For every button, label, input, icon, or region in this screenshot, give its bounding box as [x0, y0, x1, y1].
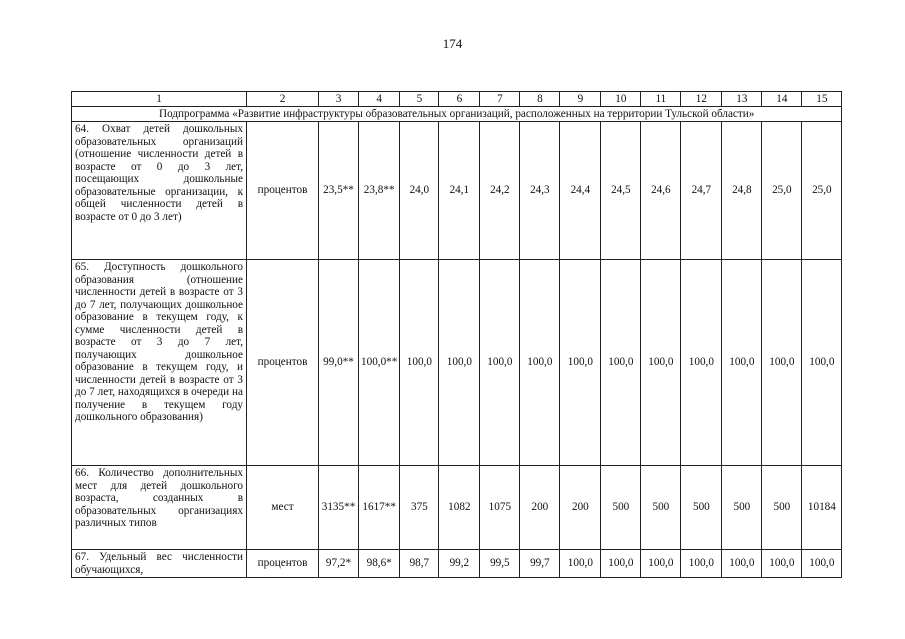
- column-header: 9: [560, 92, 601, 107]
- value-cell: 24,8: [722, 122, 762, 260]
- value-cell: 99,5: [480, 550, 520, 578]
- value-cell: 23,5**: [319, 122, 359, 260]
- value-cell: 100,0: [762, 260, 802, 466]
- value-cell: 24,2: [480, 122, 520, 260]
- value-cell: 100,0: [601, 550, 641, 578]
- value-cell: 97,2*: [319, 550, 359, 578]
- value-cell: 24,0: [400, 122, 439, 260]
- value-cell: 1617**: [359, 466, 400, 550]
- table-row: [72, 122, 842, 260]
- table-row: [72, 550, 842, 578]
- subprogram-title: Подпрограмма «Развитие инфраструктуры образовательных организаций, расположенных на территории Тульской области»: [72, 107, 842, 122]
- value-cell: 24,5: [601, 122, 641, 260]
- unit-cell: процентов: [247, 550, 319, 578]
- column-header: 12: [681, 92, 722, 107]
- column-header: 3: [319, 92, 359, 107]
- value-cell: 200: [520, 466, 560, 550]
- table-row: [72, 260, 842, 466]
- indicator-cell: 65. Доступность дошкольного образования (отношение численности детей в возрасте от 3 до 7 лет, получающих дошкольное образование в текущем году, к сумме численности детей в возрасте от 3 до 7 лет, получающих дошкольное образование в текущем году, и численности детей в возрасте от 3 до 7 лет, находящихся в очереди на получение в текущем году дошкольного образования): [72, 260, 247, 466]
- value-cell: 375: [400, 466, 439, 550]
- column-header: 13: [722, 92, 762, 107]
- column-header: 7: [480, 92, 520, 107]
- column-header: 8: [520, 92, 560, 107]
- value-cell: 24,3: [520, 122, 560, 260]
- page-number: 174: [442, 36, 463, 51]
- value-cell: 100,0: [681, 550, 722, 578]
- value-cell: 500: [722, 466, 762, 550]
- value-cell: 3135**: [319, 466, 359, 550]
- value-cell: 24,6: [641, 122, 681, 260]
- value-cell: 25,0: [802, 122, 842, 260]
- value-cell: 100,0**: [359, 260, 400, 466]
- value-cell: 100,0: [560, 550, 601, 578]
- unit-cell: процентов: [247, 122, 319, 260]
- value-cell: 500: [601, 466, 641, 550]
- column-header: 6: [439, 92, 480, 107]
- indicators-table: [71, 91, 842, 578]
- subprogram-row: [72, 107, 842, 122]
- column-header: 14: [762, 92, 802, 107]
- value-cell: 10184: [802, 466, 842, 550]
- value-cell: 100,0: [560, 260, 601, 466]
- value-cell: 24,1: [439, 122, 480, 260]
- value-cell: 24,7: [681, 122, 722, 260]
- value-cell: 98,7: [400, 550, 439, 578]
- value-cell: 100,0: [681, 260, 722, 466]
- column-header: 1: [72, 92, 247, 107]
- unit-cell: процентов: [247, 260, 319, 466]
- value-cell: 100,0: [641, 260, 681, 466]
- value-cell: 100,0: [520, 260, 560, 466]
- value-cell: 24,4: [560, 122, 601, 260]
- table-row: [72, 466, 842, 550]
- value-cell: 23,8**: [359, 122, 400, 260]
- indicator-cell: 64. Охват детей дошкольных образовательных организаций (отношение численности детей в возрасте от 0 до 3 лет, посещающих дошкольные образовательные организации, к общей численности детей в возрасте от 0 до 3 лет): [72, 122, 247, 260]
- column-header: 10: [601, 92, 641, 107]
- column-header: 2: [247, 92, 319, 107]
- value-cell: 100,0: [802, 550, 842, 578]
- value-cell: 100,0: [762, 550, 802, 578]
- value-cell: 100,0: [400, 260, 439, 466]
- value-cell: 100,0: [601, 260, 641, 466]
- column-header: 11: [641, 92, 681, 107]
- value-cell: 500: [681, 466, 722, 550]
- column-header: 5: [400, 92, 439, 107]
- column-header: 4: [359, 92, 400, 107]
- value-cell: 500: [762, 466, 802, 550]
- value-cell: 99,7: [520, 550, 560, 578]
- value-cell: 99,2: [439, 550, 480, 578]
- value-cell: 200: [560, 466, 601, 550]
- column-number-row: [72, 92, 842, 107]
- value-cell: 100,0: [480, 260, 520, 466]
- value-cell: 1082: [439, 466, 480, 550]
- unit-cell: мест: [247, 466, 319, 550]
- value-cell: 100,0: [722, 550, 762, 578]
- value-cell: 500: [641, 466, 681, 550]
- indicator-cell: 66. Количество дополнительных мест для детей дошкольного возраста, созданных в образовательных организациях различных типов: [72, 466, 247, 550]
- indicator-cell: 67. Удельный вес численности обучающихся,: [72, 550, 247, 578]
- column-header: 15: [802, 92, 842, 107]
- value-cell: 100,0: [722, 260, 762, 466]
- value-cell: 25,0: [762, 122, 802, 260]
- value-cell: 1075: [480, 466, 520, 550]
- value-cell: 99,0**: [319, 260, 359, 466]
- value-cell: 100,0: [439, 260, 480, 466]
- value-cell: 98,6*: [359, 550, 400, 578]
- value-cell: 100,0: [641, 550, 681, 578]
- value-cell: 100,0: [802, 260, 842, 466]
